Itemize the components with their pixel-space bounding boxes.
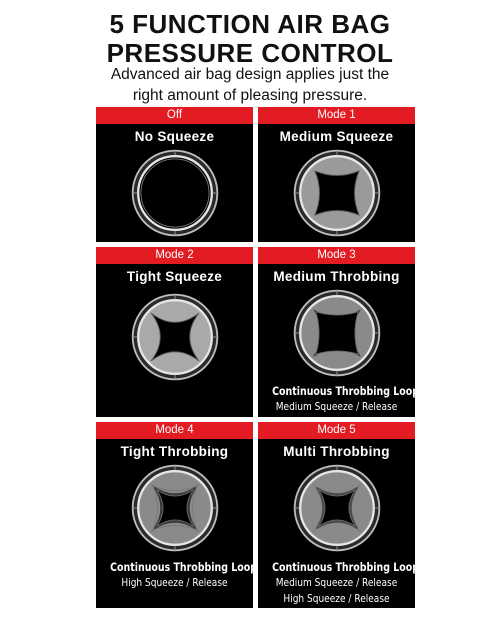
mode-card-mode-2 (96, 247, 253, 417)
mode-label: Mode 4 (96, 422, 253, 439)
mode-label: Off (96, 107, 253, 124)
mode-name: Medium Squeeze (279, 129, 394, 144)
mode-label: Mode 1 (258, 107, 415, 124)
mode-label: Mode 5 (258, 422, 415, 439)
mode-name: Tight Throbbing (120, 444, 229, 459)
mode-name: Medium Throbbing (273, 269, 400, 284)
mode-name: No Squeeze (134, 129, 215, 144)
mode-description: Medium Squeeze / Release (275, 576, 398, 589)
mode-label: Mode 3 (258, 247, 415, 264)
mode-name: Tight Squeeze (126, 269, 223, 284)
subtitle-line-1: Advanced air bag design applies just the (110, 66, 390, 83)
mode-description: Medium Squeeze / Release (275, 400, 398, 413)
mode-description: High Squeeze / Release (283, 592, 390, 605)
airbag-ring-icon (291, 462, 383, 554)
airbag-ring-icon (129, 291, 221, 383)
airbag-ring-icon (291, 147, 383, 239)
mode-card-mode-1 (258, 107, 415, 242)
title-line-1: 5 FUNCTION AIR BAG (109, 9, 391, 39)
mode-label: Mode 2 (96, 247, 253, 264)
page-title (0, 10, 500, 68)
mode-loop-text: Continuous Throbbing Loop (110, 560, 257, 574)
mode-card-mode-5 (258, 422, 419, 608)
modes-grid (96, 107, 419, 608)
airbag-ring-icon (291, 287, 383, 379)
mode-card-mode-4 (96, 422, 257, 608)
mode-loop-text: Continuous Throbbing Loop (272, 560, 419, 574)
airbag-ring-icon (129, 147, 221, 239)
mode-card-off (96, 107, 253, 242)
airbag-ring-icon (129, 462, 221, 554)
title-line-2: PRESSURE CONTROL (106, 38, 394, 68)
mode-name: Multi Throbbing (283, 444, 390, 459)
mode-card-mode-3 (258, 247, 419, 417)
mode-loop-text: Continuous Throbbing Loop (272, 384, 419, 398)
page-subtitle (0, 64, 500, 106)
subtitle-line-2: right amount of pleasing pressure. (132, 87, 368, 104)
mode-description: High Squeeze / Release (121, 576, 228, 589)
